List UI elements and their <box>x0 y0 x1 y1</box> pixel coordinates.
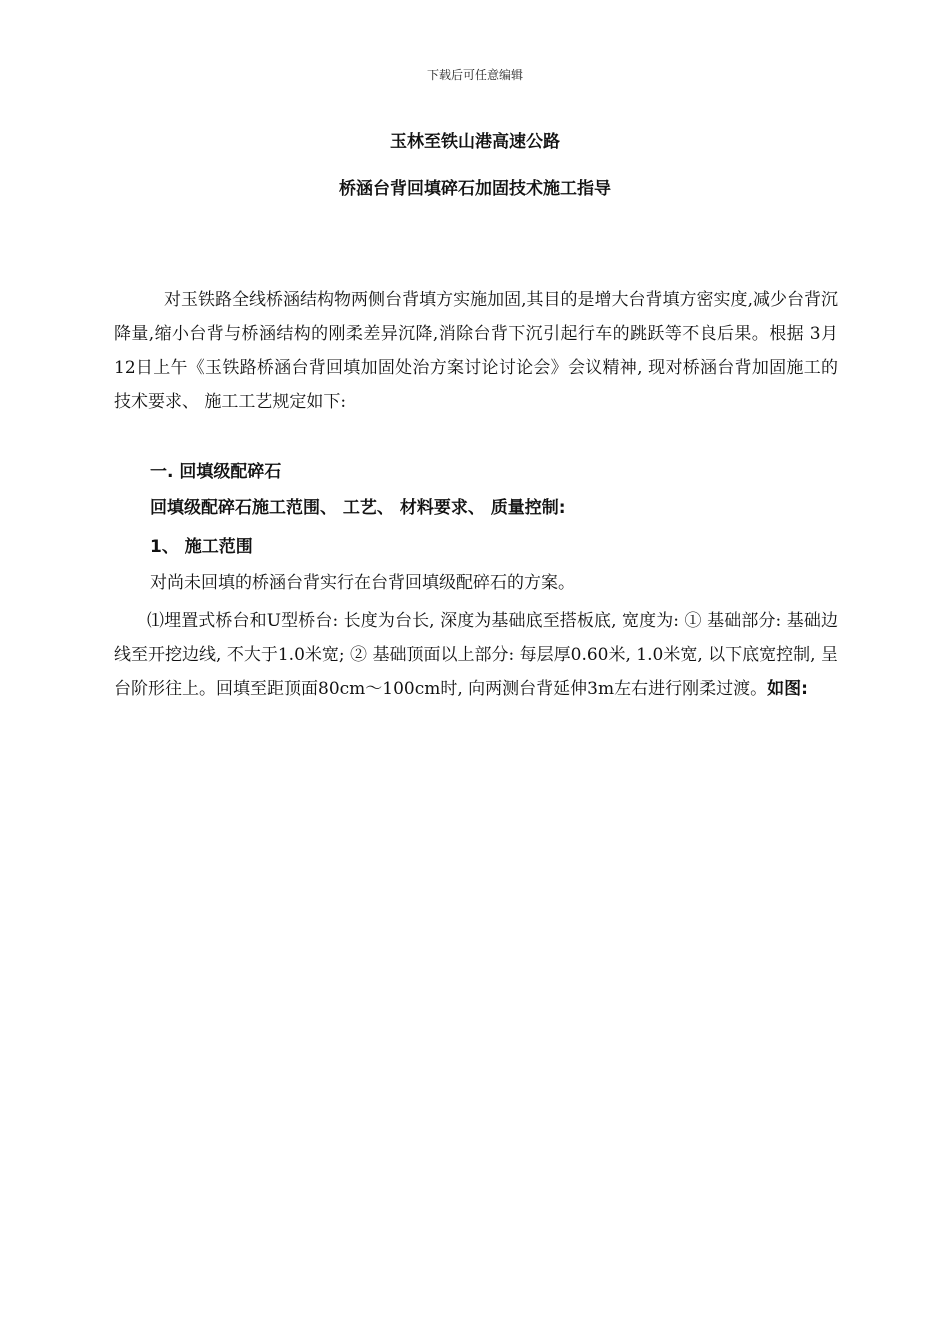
scope-text: ⑴埋置式桥台和U型桥台: 长度为台长, 深度为基础底至搭板底, 宽度为: ① 基础部分: 基础边线至开挖边线, 不大于1.0米宽; ② 基础顶面以上部分: 每层厚0.60米, 1.0米宽, 以下底宽控制, 呈台阶形往上。回填至距顶面80cm～100cm时, 向两测台背延伸3m左右进行刚柔过渡。 <box>114 611 838 699</box>
header-note: 下载后可任意编辑 <box>426 68 523 82</box>
document-subtitle: 桥涵台背回填碎石加固技术施工指导 <box>339 179 611 199</box>
intro-paragraph: 对玉铁路全线桥涵结构物两侧台背填方实施加固,其目的是增大台背填方密实度,减少台背沉降量,缩小台背与桥涵结构的刚柔差异沉降,消除台背下沉引起行车的跳跃等不良后果。根据 3月12日上午《玉铁路桥涵台背回填加固处治方案讨论讨论会》会议精神, 现对桥涵台背加固施工的技术要求、 施工工艺规定如下: <box>114 290 838 412</box>
item-heading: 1、 施工范围 <box>150 537 253 557</box>
section-subheading: 回填级配碎石施工范围、 工艺、 材料要求、 质量控制: <box>150 498 566 518</box>
document-title: 玉林至铁山港高速公路 <box>390 132 560 152</box>
item-text: 对尚未回填的桥涵台背实行在台背回填级配碎石的方案。 <box>150 573 575 593</box>
section-heading: 一. 回填级配碎石 <box>150 462 282 482</box>
scope-figure-ref: 如图: <box>767 679 808 699</box>
scope-paragraph <box>114 604 838 706</box>
